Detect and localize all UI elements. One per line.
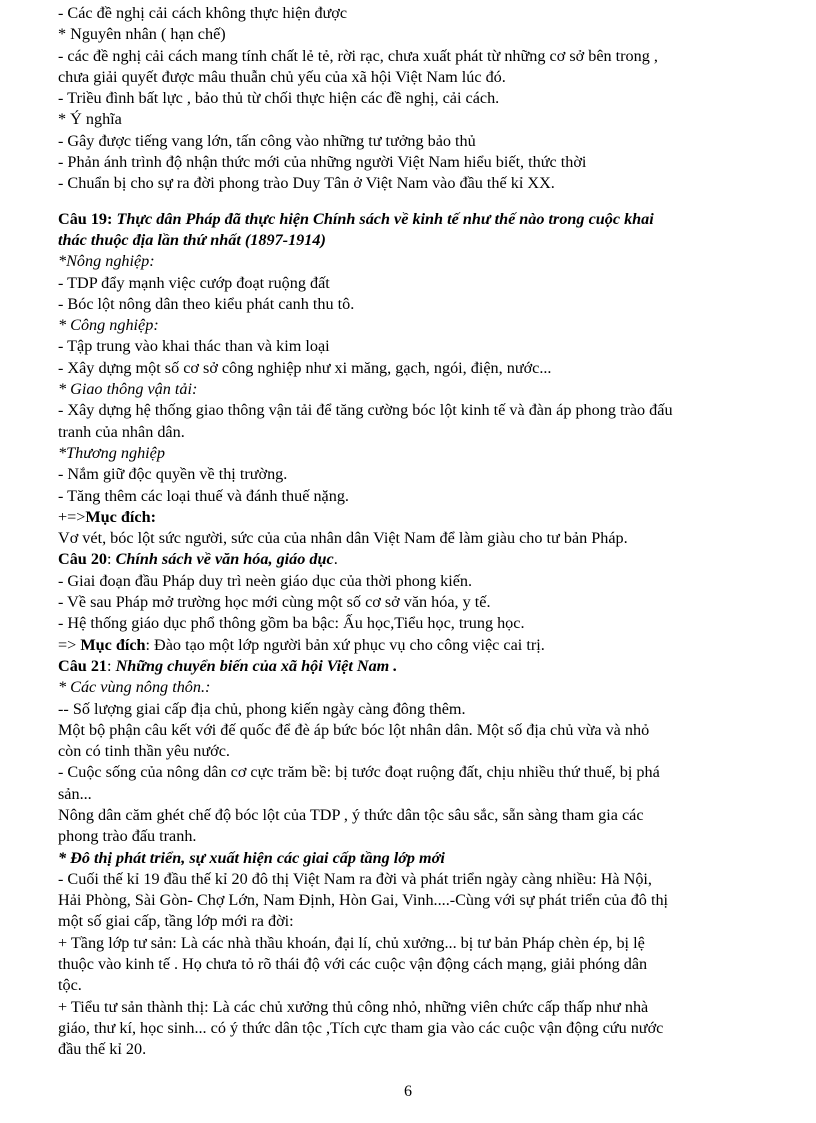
text-line: đầu thế kỉ 20. bbox=[58, 1040, 147, 1059]
text-line: - Tập trung vào khai thác than và kim loại bbox=[58, 337, 330, 356]
text-line: -- Số lượng giai cấp địa chủ, phong kiến ngày càng đông thêm. bbox=[58, 699, 466, 718]
text-line: - Nắm giữ độc quyền về thị trường. bbox=[58, 465, 288, 484]
question-colon: : bbox=[107, 550, 116, 569]
purpose-label: Mục đích bbox=[80, 635, 146, 654]
text-line: - Gây được tiếng vang lớn, tấn công vào những tư tưởng bảo thủ bbox=[58, 131, 476, 150]
text-line: - Xây dựng hệ thống giao thông vận tải để tăng cường bóc lột kinh tế và đàn áp phong trào đấu bbox=[58, 401, 673, 420]
text-line: thuộc vào kinh tế . Họ chưa tỏ rõ thái độ với các cuộc vận động cách mạng, giải phóng dân bbox=[58, 955, 648, 974]
subheading-trade: *Thương nghiệp bbox=[58, 443, 165, 462]
text-line: sản... bbox=[58, 784, 92, 803]
question-19-heading-cont bbox=[58, 230, 778, 251]
purpose-line bbox=[58, 507, 778, 528]
text-line: - TDP đẩy mạnh việc cướp đoạt ruộng đất bbox=[58, 273, 330, 292]
text-line: tranh của nhân dân. bbox=[58, 422, 185, 441]
section-heading-cause: * Nguyên nhân ( hạn chế) bbox=[58, 25, 226, 44]
purpose-line bbox=[58, 635, 778, 656]
question-label: Câu 19: bbox=[58, 209, 117, 228]
text-line: - Bóc lột nông dân theo kiểu phát canh thu tô. bbox=[58, 294, 355, 313]
question-period: . bbox=[333, 550, 338, 569]
text-line: - Các đề nghị cải cách không thực hiện được bbox=[58, 4, 348, 22]
text-line: còn có tinh thần yêu nước. bbox=[58, 742, 230, 761]
text-line: - Triều đình bất lực , bảo thủ từ chối thực hiện các đề nghị, cải cách. bbox=[58, 89, 500, 108]
text-line: Một bộ phận câu kết với đế quốc để đè áp bức bóc lột nhân dân. Một số địa chủ vừa và nhỏ bbox=[58, 720, 650, 739]
text-line: Nông dân căm ghét chế độ bóc lột của TDP , ý thức dân tộc sâu sắc, sẵn sàng tham gia các bbox=[58, 805, 644, 824]
text-line: - Xây dựng một số cơ sở công nghiệp như xi măng, gạch, ngói, điện, nước... bbox=[58, 358, 552, 377]
section-heading-meaning: * Ý nghĩa bbox=[58, 110, 122, 129]
text-line: một số giai cấp, tầng lớp mới ra đời: bbox=[58, 912, 294, 931]
text-line: - Về sau Pháp mở trường học mới cùng một số cơ sở văn hóa, y tế. bbox=[58, 593, 491, 612]
text-line: - Hệ thống giáo dục phổ thông gồm ba bậc: Ấu học,Tiểu học, trung học. bbox=[58, 614, 525, 633]
text-line: - Tăng thêm các loại thuế và đánh thuế nặng. bbox=[58, 486, 349, 505]
question-label: Câu 20 bbox=[58, 550, 108, 569]
text-line: tộc. bbox=[58, 976, 82, 995]
question-title: Những chuyển biến của xã hội Việt Nam . bbox=[115, 656, 398, 675]
question-label: Câu 21 bbox=[58, 656, 108, 675]
subheading-rural: * Các vùng nông thôn.: bbox=[58, 678, 211, 697]
question-19-heading bbox=[58, 209, 778, 230]
text-line: + Tiểu tư sản thành thị: Là các chủ xưởng thủ công nhỏ, những viên chức cấp thấp như nhà bbox=[58, 997, 649, 1016]
text-line: - Chuẩn bị cho sự ra đời phong trào Duy Tân ở Việt Nam vào đầu thế kỉ XX. bbox=[58, 174, 555, 193]
text-line: Hải Phòng, Sài Gòn- Chợ Lớn, Nam Định, Hòn Gai, Vinh....-Cùng với sự phát triển của đô thị bbox=[58, 891, 669, 910]
text-line: giáo, thư kí, học sinh... có ý thức dân tộc ,Tích cực tham gia vào các cuộc vận động cứu nước bbox=[58, 1018, 664, 1037]
question-20-heading bbox=[58, 549, 778, 570]
question-title: Chính sách về văn hóa, giáo dục bbox=[115, 550, 334, 569]
text-line: - Cuối thế kỉ 19 đầu thế kỉ 20 đô thị Việt Nam ra đời và phát triển ngày càng nhiều: Hà Nội, bbox=[58, 869, 652, 888]
text-line: phong trào đấu tranh. bbox=[58, 827, 197, 846]
page-number: 6 bbox=[404, 1083, 412, 1100]
question-title-cont: thác thuộc địa lần thứ nhất (1897-1914) bbox=[58, 230, 326, 249]
text-line: + Tầng lớp tư sản: Là các nhà thầu khoán, đại lí, chủ xưởng... bị tư bản Pháp chèn ép, bị lệ bbox=[58, 933, 645, 952]
purpose-prefix: +=> bbox=[58, 507, 86, 526]
subheading-urban: * Đô thị phát triển, sự xuất hiện các giai cấp tầng lớp mới bbox=[58, 848, 445, 867]
text-line: - Giai đoạn đầu Pháp duy trì neèn giáo dục của thời phong kiến. bbox=[58, 571, 473, 590]
question-21-heading bbox=[58, 656, 778, 677]
question-title: Thực dân Pháp đã thực hiện Chính sách về kinh tế như thế nào trong cuộc khai bbox=[116, 209, 654, 228]
text-line: - Cuộc sống của nông dân cơ cực trăm bề: bị tước đoạt ruộng đất, chịu nhiều thứ thuế, bị phá bbox=[58, 763, 660, 782]
text-line: chưa giải quyết được mâu thuẫn chủ yếu của xã hội Việt Nam lúc đó. bbox=[58, 67, 506, 86]
purpose-label: Mục đích: bbox=[85, 507, 156, 526]
document-page bbox=[58, 3, 778, 1061]
text-line: - các đề nghị cải cách mang tính chất lẻ tẻ, rời rạc, chưa xuất phát từ những cơ sở bên trong , bbox=[58, 46, 658, 65]
text-line: Vơ vét, bóc lột sức người, sức của của nhân dân Việt Nam để làm giàu cho tư bản Pháp. bbox=[58, 529, 628, 548]
subheading-transport: * Giao thông vận tải: bbox=[58, 380, 198, 399]
subheading-agriculture: *Nông nghiệp: bbox=[58, 252, 155, 271]
text-line: - Phản ánh trình độ nhận thức mới của những người Việt Nam hiểu biết, thức thời bbox=[58, 153, 587, 172]
subheading-industry: * Công nghiệp: bbox=[58, 316, 159, 335]
question-colon: : bbox=[107, 656, 116, 675]
purpose-prefix: => bbox=[58, 635, 81, 654]
purpose-text: : Đào tạo một lớp người bản xứ phục vụ cho công việc cai trị. bbox=[145, 635, 545, 654]
